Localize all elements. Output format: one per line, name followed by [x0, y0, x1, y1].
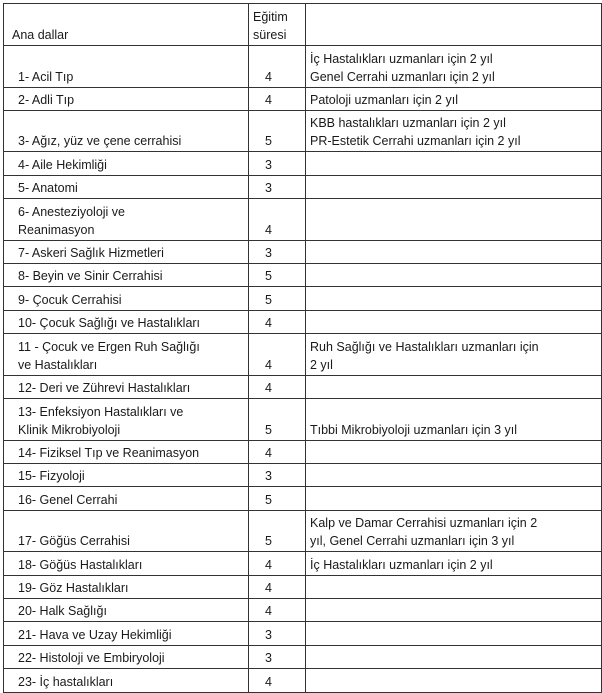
table-header-row: [4, 4, 602, 46]
duration-cell: 4: [249, 669, 306, 692]
branch-name-cell: 7- Askeri Sağlık Hizmetleri: [4, 240, 249, 263]
duration-cell: 5: [249, 399, 306, 441]
note-cell: Patoloji uzmanları için 2 yıl: [306, 87, 602, 110]
note-cell: [306, 310, 602, 333]
table-row: [4, 440, 602, 463]
note-cell: [306, 440, 602, 463]
branch-name-cell: 18- Göğüs Hastalıkları: [4, 552, 249, 575]
duration-cell: 4: [249, 552, 306, 575]
branch-name-cell: 22- Histoloji ve Embiryoloji: [4, 645, 249, 668]
table-row: [4, 669, 602, 692]
note-cell: [306, 175, 602, 198]
note-cell: [306, 375, 602, 398]
branch-name-cell: 4- Aile Hekimliği: [4, 152, 249, 175]
table-row: [4, 645, 602, 668]
table-row: [4, 575, 602, 598]
duration-cell: 4: [249, 375, 306, 398]
duration-cell: 3: [249, 464, 306, 487]
note-cell: [306, 622, 602, 645]
duration-cell: 4: [249, 310, 306, 333]
branch-name-cell: 10- Çocuk Sağlığı ve Hastalıkları: [4, 310, 249, 333]
branch-name-cell: 21- Hava ve Uzay Hekimliği: [4, 622, 249, 645]
branch-name-cell: 3- Ağız, yüz ve çene cerrahisi: [4, 110, 249, 152]
note-cell: [306, 669, 602, 692]
note-cell: [306, 487, 602, 510]
branch-name-cell: 16- Genel Cerrahi: [4, 487, 249, 510]
branch-name-cell: 12- Deri ve Zührevi Hastalıkları: [4, 375, 249, 398]
table-row: [4, 264, 602, 287]
note-cell: İç Hastalıkları uzmanları için 2 yıl: [306, 552, 602, 575]
branch-name-cell: 6- Anesteziyoloji ve Reanimasyon: [4, 199, 249, 241]
note-cell: [306, 199, 602, 241]
table-row: [4, 110, 602, 152]
note-cell: Ruh Sağlığı ve Hastalıkları uzmanları için 2 yıl: [306, 334, 602, 376]
table-row: [4, 399, 602, 441]
header-main-branches: Ana dallar: [4, 4, 249, 46]
branch-name-cell: 13- Enfeksiyon Hastalıkları ve Klinik Mikrobiyoloji: [4, 399, 249, 441]
branch-name-cell: 2- Adli Tıp: [4, 87, 249, 110]
header-training-duration: Eğitim süresi: [249, 4, 306, 46]
duration-cell: 4: [249, 87, 306, 110]
table-row: [4, 464, 602, 487]
note-cell: [306, 264, 602, 287]
branch-name-cell: 19- Göz Hastalıkları: [4, 575, 249, 598]
duration-cell: 3: [249, 645, 306, 668]
table-row: [4, 622, 602, 645]
table-row: [4, 310, 602, 333]
duration-cell: 4: [249, 575, 306, 598]
note-cell: [306, 464, 602, 487]
table-row: [4, 199, 602, 241]
branch-name-cell: 15- Fizyoloji: [4, 464, 249, 487]
table-row: [4, 599, 602, 622]
duration-cell: 4: [249, 199, 306, 241]
duration-cell: 5: [249, 487, 306, 510]
branch-name-cell: 17- Göğüs Cerrahisi: [4, 510, 249, 552]
table-row: [4, 510, 602, 552]
table-row: [4, 334, 602, 376]
duration-cell: 3: [249, 622, 306, 645]
table-row: [4, 46, 602, 88]
duration-cell: 3: [249, 240, 306, 263]
branch-name-cell: 1- Acil Tıp: [4, 46, 249, 88]
branch-name-cell: 11 - Çocuk ve Ergen Ruh Sağlığı ve Hastalıkları: [4, 334, 249, 376]
duration-cell: 5: [249, 264, 306, 287]
table-row: [4, 152, 602, 175]
table-row: [4, 287, 602, 310]
table-row: [4, 552, 602, 575]
branch-name-cell: 8- Beyin ve Sinir Cerrahisi: [4, 264, 249, 287]
note-cell: [306, 575, 602, 598]
duration-cell: 5: [249, 110, 306, 152]
table-row: [4, 487, 602, 510]
table-row: [4, 375, 602, 398]
note-cell: [306, 599, 602, 622]
note-cell: KBB hastalıkları uzmanları için 2 yıl PR-Estetik Cerrahi uzmanları için 2 yıl: [306, 110, 602, 152]
branch-name-cell: 9- Çocuk Cerrahisi: [4, 287, 249, 310]
duration-cell: 3: [249, 175, 306, 198]
branch-name-cell: 23- İç hastalıkları: [4, 669, 249, 692]
branch-name-cell: 20- Halk Sağlığı: [4, 599, 249, 622]
duration-cell: 4: [249, 440, 306, 463]
note-cell: Kalp ve Damar Cerrahisi uzmanları için 2 yıl, Genel Cerrahi uzmanları için 3 yıl: [306, 510, 602, 552]
duration-cell: 4: [249, 46, 306, 88]
branch-name-cell: 14- Fiziksel Tıp ve Reanimasyon: [4, 440, 249, 463]
note-cell: Tıbbi Mikrobiyoloji uzmanları için 3 yıl: [306, 399, 602, 441]
note-cell: [306, 287, 602, 310]
duration-cell: 4: [249, 334, 306, 376]
header-notes: [306, 4, 602, 46]
table-row: [4, 175, 602, 198]
note-cell: [306, 240, 602, 263]
duration-cell: 4: [249, 599, 306, 622]
note-cell: [306, 645, 602, 668]
duration-cell: 5: [249, 287, 306, 310]
note-cell: [306, 152, 602, 175]
table-row: [4, 240, 602, 263]
duration-cell: 5: [249, 510, 306, 552]
table-row: [4, 87, 602, 110]
specialty-training-table: [3, 3, 602, 693]
duration-cell: 3: [249, 152, 306, 175]
branch-name-cell: 5- Anatomi: [4, 175, 249, 198]
note-cell: İç Hastalıkları uzmanları için 2 yıl Genel Cerrahi uzmanları için 2 yıl: [306, 46, 602, 88]
